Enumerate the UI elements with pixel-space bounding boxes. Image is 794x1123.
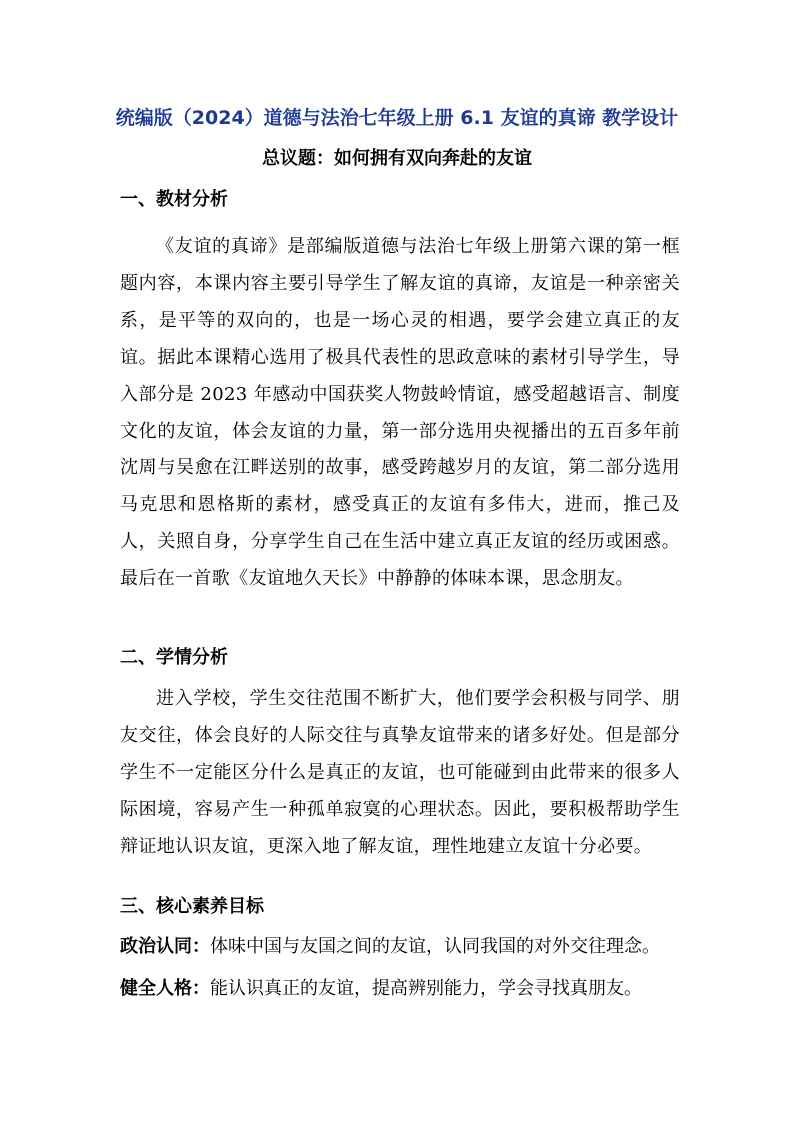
goal-label: 健全人格： (120, 978, 210, 999)
goal-label: 政治认同： (120, 936, 210, 957)
goal-item (120, 933, 680, 961)
section-heading-core-goals: 三、核心素养目标 (120, 896, 264, 917)
section-paragraph-textbook-analysis: 《友谊的真谛》是部编版道德与法治七年级上册第六课的第一框题内容，本课内容主要引导学生了解友谊的真谛，友谊是一种亲密关系，是平等的双向的，也是一场心灵的相遇，要学会建立真正的友谊。据此本课精心选用了极具代表性的思政意味的素材引导学生，导入部分是 2023 年感动中国获奖人物鼓岭情谊，感受超越语言、制度文化的友谊，体会友谊的力量，第一部分选用央视播出的五百多年前沈周与吴愈在江畔送别的故事，感受跨越岁月的友谊，第二部分选用马克思和恩格斯的素材，感受真正的友谊有多伟大，进而，推己及人，关照自身，分享学生自己在生活中建立真正友谊的经历或困惑。最后在一首歌《友谊地久天长》中静静的体味本课，思念朋友。 (120, 236, 680, 590)
document-title: 统编版（2024）道德与法治七年级上册 6.1 友谊的真谛 教学设计 (115, 107, 679, 129)
goal-text: 体味中国与友国之间的友谊，认同我国的对外交往理念。 (210, 936, 660, 957)
section-heading-student-analysis: 二、学情分析 (120, 647, 228, 668)
goal-text: 能认识真正的友谊，提高辨别能力，学会寻找真朋友。 (210, 978, 642, 999)
section-paragraph-student-analysis: 进入学校，学生交往范围不断扩大，他们要学会积极与同学、朋友交往，体会良好的人际交往与真挚友谊带来的诸多好处。但是部分学生不一定能区分什么是真正的友谊，也可能碰到由此带来的很多人际困境，容易产生一种孤单寂寞的心理状态。因此，要积极帮助学生辩证地认识友谊，更深入地了解友谊，理性地建立友谊十分必要。 (120, 688, 680, 857)
goal-item (120, 975, 680, 1003)
document-subtitle: 总议题：如何拥有双向奔赴的友谊 (262, 148, 532, 169)
section-heading-textbook-analysis: 一、教材分析 (120, 189, 228, 210)
